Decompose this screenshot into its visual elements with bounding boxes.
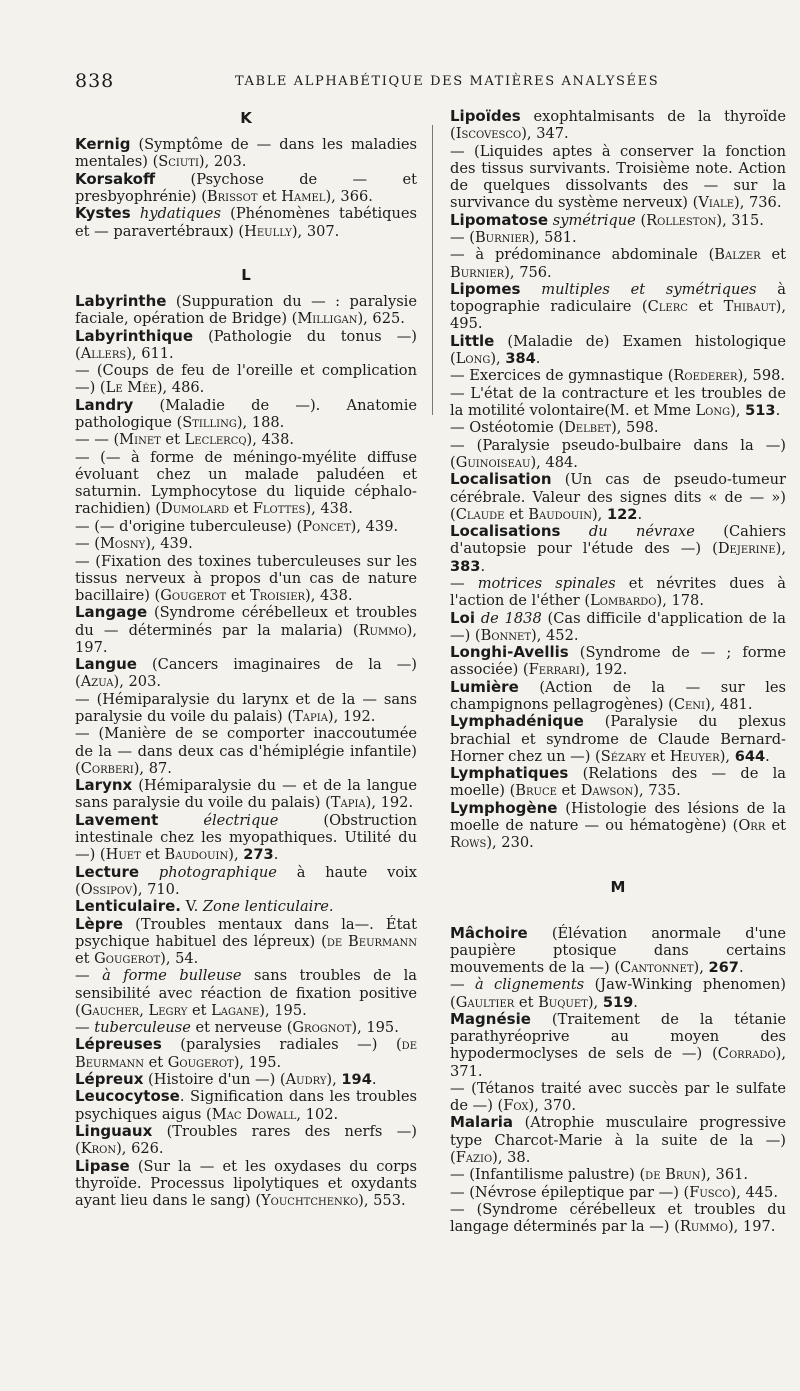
index-subentry: — (Névrose épileptique par —) (Fusco), 445. xyxy=(450,1183,778,1201)
index-subentry: — (Liquides aptes à conserver la fonction des tissus survivants. Troisième note. Action de quelques dissolvants des — sur la survivance du système nerveux) (Viale), 736. xyxy=(450,142,786,212)
index-entry: Longhi-Avellis (Syndrome de — ; forme associée) (Ferrari), 192. xyxy=(450,643,786,679)
index-entry: Loi de 1838 (Cas difficile d'application de la —) (Bonnet), 452. xyxy=(450,608,786,644)
index-subentry: — (Coups de feu de l'oreille et complication —) (Le Mée), 486. xyxy=(75,362,417,397)
index-entry: Langue (Cancers imaginaires de la —) (Azua), 203. xyxy=(75,655,417,691)
index-entry: Landry (Maladie de —). Anatomie pathologique (Stilling), 188. xyxy=(75,395,417,431)
index-subentry: — — (Minet et Leclercq), 438. xyxy=(75,431,295,449)
index-entry: Lipomes multiples et symétriques à topographie radiculaire (Clerc et Thibaut), 495. xyxy=(450,279,787,333)
index-entry: Lépreux (Histoire d'un —) (Audry), 194. xyxy=(75,1070,377,1089)
index-entry: Lymphadénique (Paralysie du plexus brachial et syndrome de Claude Bernard-Horner chez un —) (Sézary et Heuyer), 644. xyxy=(450,712,786,765)
section-letter-m: M xyxy=(610,878,626,897)
index-entry: Little (Maladie de) Examen histologique (Long), 384. xyxy=(450,331,786,367)
index-entry: Mâchoire (Élévation anormale d'une paupière ptosique dans certains mouvements de la —) (Cantonnet), 267. xyxy=(450,923,786,976)
index-subentry: — tuberculeuse et nerveuse (Grognot), 195. xyxy=(75,1019,399,1037)
section-letter-k: K xyxy=(240,109,252,127)
page-header xyxy=(75,70,765,94)
index-subentry: — L'état de la contracture et les troubles de la motilité volontaire(M. et Mme Long), 513. xyxy=(450,384,786,419)
index-subentry: — (Paralysie pseudo-bulbaire dans la —) (Guinoiseau), 484. xyxy=(450,436,786,471)
column-divider xyxy=(432,125,433,415)
index-entry: Kernig (Symptôme de — dans les maladies mentales) (Sciuti), 203. xyxy=(75,135,417,171)
index-entry: Localisation (Un cas de pseudo-tumeur cérébrale. Valeur des signes dits « de — ») (Claude et Baudouin), 122. xyxy=(450,470,786,523)
index-entry: Korsakoff (Psychose de — et presbyophrénie) (Brissot et Hamel), 366. xyxy=(75,169,417,205)
index-subentry: — (Mosny), 439. xyxy=(75,535,193,553)
index-entry: Lymphatiques (Relations des — de la moelle) (Bruce et Dawson), 735. xyxy=(450,764,786,800)
index-entry: Lenticulaire. V. Zone lenticulaire. xyxy=(75,897,334,916)
index-entry: Lymphogène (Histologie des lésions de la moelle de nature — ou hématogène) (Orr et Rows), 230. xyxy=(450,798,786,852)
index-entry: Malaria (Atrophie musculaire progressive type Charcot-Marie à la suite de la —) (Fazio), 38. xyxy=(450,1113,786,1166)
index-entry: Lèpre (Troubles mentaux dans la—. État psychique habituel des lépreux) (de Beurmann et Gougerot), 54. xyxy=(75,914,417,967)
index-entry: Lépreuses (paralysies radiales —) (de Beurmann et Gougerot), 195. xyxy=(75,1035,417,1071)
index-subentry: — à forme bulleuse sans troubles de la sensibilité avec réaction de fixation positive (Gaucher, Legry et Lagane), 195. xyxy=(75,967,417,1019)
index-entry: Linguaux (Troubles rares des nerfs —) (Kron), 626. xyxy=(75,1122,417,1158)
left-column xyxy=(75,108,417,1209)
index-entry: Leucocytose. Signification dans les troubles psychiques aigus (Mac Dowall, 102. xyxy=(75,1087,417,1123)
index-subentry: — Ostéotomie (Delbet), 598. xyxy=(450,419,659,437)
index-entry: Kystes hydatiques (Phénomènes tabétiques et — paravertébraux) (Heully), 307. xyxy=(75,204,417,240)
right-column xyxy=(450,108,786,1236)
running-title: TABLE ALPHABÉTIQUE DES MATIÈRES ANALYSÉES xyxy=(235,74,660,89)
index-subentry: — (Infantilisme palustre) (de Brun), 361. xyxy=(450,1166,749,1184)
index-entry: Lecture photographique à haute voix (Ossipov), 710. xyxy=(75,862,418,898)
index-subentry: — (Syndrome cérébelleux et troubles du langage déterminés par la —) (Rummo), 197. xyxy=(450,1201,786,1236)
index-subentry: — (Hémiparalysie du larynx et de la — sans paralysie du voile du palais) (Tapia), 192. xyxy=(75,690,417,725)
index-entry: Magnésie (Traitement de la tétanie parathyréoprive au moyen des hypodermoclyses de sels de —) (Corrado), 371. xyxy=(450,1009,786,1080)
index-subentry: — (Tétanos traité avec succès par le sulfate de —) (Fox), 370. xyxy=(450,1079,786,1115)
index-entry: Lipomatose symétrique (Rolleston), 315. xyxy=(450,210,764,229)
section-letter-l: L xyxy=(241,265,251,284)
index-subentry: — (— d'origine tuberculeuse) (Poncet), 439. xyxy=(75,517,399,535)
index-entry: Langage (Syndrome cérébelleux et troubles du — déterminés par la malaria) (Rummo), 197. xyxy=(75,603,417,656)
index-subentry: — à prédominance abdominale (Balzer et Burnier), 756. xyxy=(450,246,787,281)
index-subentry: — à clignements (Jaw-Winking phenomen) (Gaultier et Buquet), 519. xyxy=(450,976,787,1011)
index-entry: Larynx (Hémiparalysie du — et de la langue sans paralysie du voile du palais) (Tapia), 192. xyxy=(75,776,417,812)
index-entry: Lipoïdes exophtalmisants de la thyroïde (Iscovesco), 347. xyxy=(450,107,786,143)
index-entry: Lumière (Action de la — sur les champignons pellagrogènes) (Ceni), 481. xyxy=(450,677,786,713)
index-subentry: — (Burnier), 581. xyxy=(450,228,577,246)
index-subentry: — (— à forme de méningo-myélite diffuse évoluant chez un malade paludéen et saturnin. Lymphocytose du liquide céphalo-rachidien) (Dumolard et Flottes), 438. xyxy=(75,448,417,518)
page-number: 838 xyxy=(75,70,115,92)
index-subentry: — (Manière de se comporter inaccoutumée de la — dans deux cas d'hémiplégie infantile) (Corberi), 87. xyxy=(75,725,417,777)
index-subentry: — motrices spinales et névrites dues à l'action de l'éther (Lombardo), 178. xyxy=(450,574,786,610)
index-subentry: — (Fixation des toxines tuberculeuses sur les tissus nerveux à propos d'un cas de nature bacillaire) (Gougerot et Troisier), 438. xyxy=(75,552,417,604)
index-entry: Labyrinthique (Pathologie du tonus —) (Allers), 611. xyxy=(75,326,417,362)
index-entry: Lipase (Sur la — et les oxydases du corps thyroïde. Processus lipolytiques et oxydants ayant lieu dans le sang) (Youchtchenko), 553. xyxy=(75,1156,417,1210)
index-entry: Lavement électrique (Obstruction intestinale chez les myopathiques. Utilité du —) (Huet et Baudouin), 273. xyxy=(75,810,418,864)
index-subentry: — Exercices de gymnastique (Roederer), 598. xyxy=(450,367,786,385)
index-entry: Labyrinthe (Suppuration du — : paralysie faciale, opération de Bridge) (Milligan), 625. xyxy=(75,292,417,328)
index-entry: Localisations du névraxe (Cahiers d'autopsie pour l'étude des —) (Dejerine), 383. xyxy=(450,522,786,575)
